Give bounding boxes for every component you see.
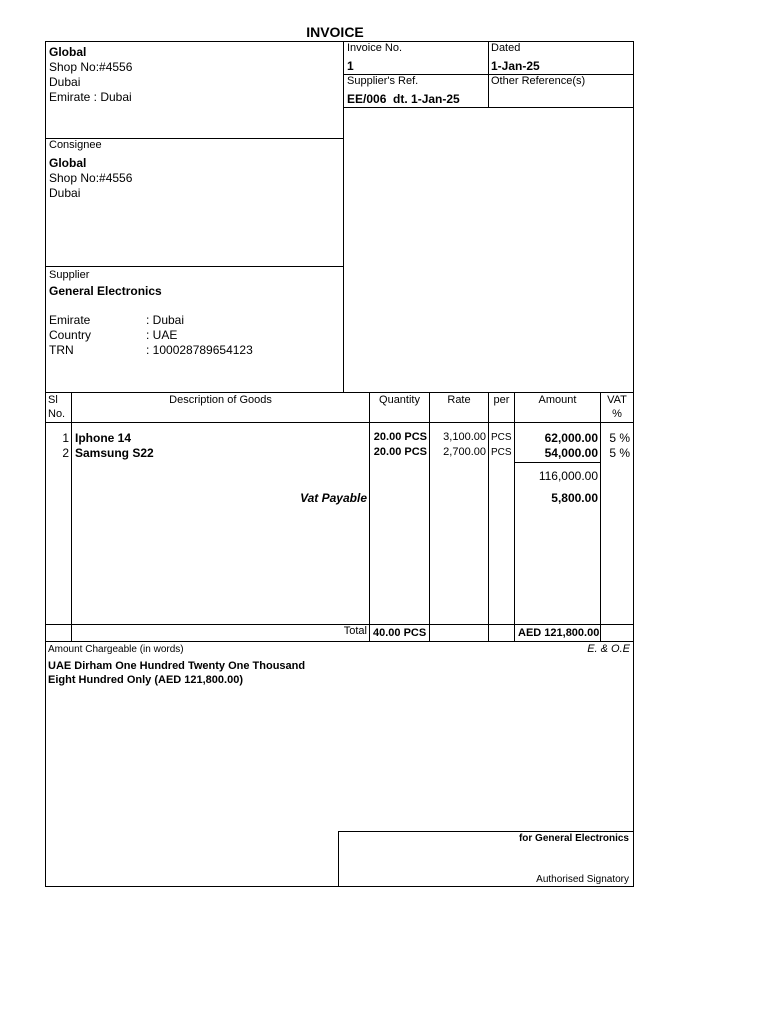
row-sl: 2	[62, 446, 69, 460]
consignee-line: Dubai	[49, 186, 81, 200]
col-header-quantity: Quantity	[379, 394, 420, 406]
dated-value: 1-Jan-25	[491, 59, 540, 73]
col-header-amount: Amount	[538, 394, 577, 406]
supplier-name: General Electronics	[49, 284, 162, 298]
amount-in-words-line: Eight Hundred Only (AED 121,800.00)	[48, 674, 243, 686]
frame-top	[45, 41, 634, 42]
col-header-description: Description of Goods	[169, 394, 272, 406]
row-description: Samsung S22	[75, 446, 154, 460]
signature-for-label: for General Electronics	[518, 833, 629, 844]
signature-box-left	[338, 831, 339, 887]
row-vat: 5 %	[609, 431, 630, 445]
col-header-sl: No.	[48, 408, 66, 420]
row-description: Iphone 14	[75, 431, 132, 445]
authorised-signatory-label: Authorised Signatory	[536, 874, 629, 885]
supplier-ref-label: Supplier's Ref.	[347, 75, 419, 87]
amount-in-words-label: Amount Chargeable (in words)	[48, 644, 184, 655]
supplier-ref-value: EE/006 dt. 1-Jan-25	[347, 92, 460, 106]
eoe-note: E. & O.E	[587, 643, 630, 655]
subtotal-amount: 116,000.00	[538, 469, 598, 483]
row-sl: 1	[62, 431, 69, 445]
frame-left	[45, 41, 46, 887]
col-header-vat: %	[612, 408, 622, 420]
header-split	[343, 41, 344, 392]
table-bottom	[45, 641, 634, 642]
row-quantity: 20.00 PCS	[373, 431, 427, 443]
table-top	[45, 392, 634, 393]
row-rate: 3,100.00	[443, 431, 486, 443]
supplier-field-value: : Dubai	[146, 313, 185, 327]
ref-divider-2	[343, 107, 634, 108]
subtotal-rule	[514, 462, 601, 463]
col-header-rate: Rate	[447, 394, 471, 406]
row-per: PCS	[491, 432, 512, 443]
row-rate: 2,700.00	[443, 446, 486, 458]
col-header-per: per	[493, 394, 510, 406]
supplier-label: Supplier	[49, 269, 90, 281]
col-line	[429, 392, 430, 642]
frame-bottom	[45, 886, 634, 887]
supplier-field-key: TRN	[49, 343, 74, 357]
col-line	[369, 392, 370, 642]
total-quantity: 40.00 PCS	[373, 627, 427, 639]
invoice-title: INVOICE	[306, 24, 364, 40]
consignee-divider	[45, 266, 344, 267]
vat-payable-amount: 5,800.00	[551, 491, 598, 505]
invoice-no-label: Invoice No.	[347, 42, 403, 54]
supplier-field-value: : UAE	[146, 328, 178, 342]
buyer-line: Emirate : Dubai	[49, 90, 132, 104]
consignee-label: Consignee	[49, 139, 102, 151]
total-label: Total	[343, 625, 367, 637]
buyer-name: Global	[49, 45, 87, 59]
row-amount: 54,000.00	[544, 446, 598, 460]
amount-in-words-line: UAE Dirham One Hundred Twenty One Thousand	[48, 660, 306, 672]
col-line	[71, 392, 72, 642]
buyer-line: Shop No:#4556	[49, 60, 133, 74]
total-amount: AED 121,800.00	[518, 627, 600, 639]
col-line	[514, 392, 515, 642]
dated-label: Dated	[491, 42, 521, 54]
row-quantity: 20.00 PCS	[373, 446, 427, 458]
col-line	[600, 392, 601, 642]
vat-payable-label: Vat Payable	[300, 491, 367, 505]
consignee-line: Shop No:#4556	[49, 171, 133, 185]
row-per: PCS	[491, 447, 512, 458]
frame-right	[633, 41, 634, 887]
table-header-bottom	[45, 422, 634, 423]
row-vat: 5 %	[609, 446, 630, 460]
invoice-no-value: 1	[347, 59, 354, 73]
supplier-field-key: Emirate	[49, 313, 91, 327]
other-ref-label: Other Reference(s)	[491, 75, 586, 87]
row-amount: 62,000.00	[544, 431, 598, 445]
col-header-sl: Sl	[48, 394, 58, 406]
supplier-field-value: : 100028789654123	[146, 343, 253, 357]
supplier-field-key: Country	[49, 328, 92, 342]
consignee-name: Global	[49, 156, 87, 170]
buyer-line: Dubai	[49, 75, 81, 89]
col-line	[488, 392, 489, 642]
col-header-vat: VAT	[607, 394, 627, 406]
